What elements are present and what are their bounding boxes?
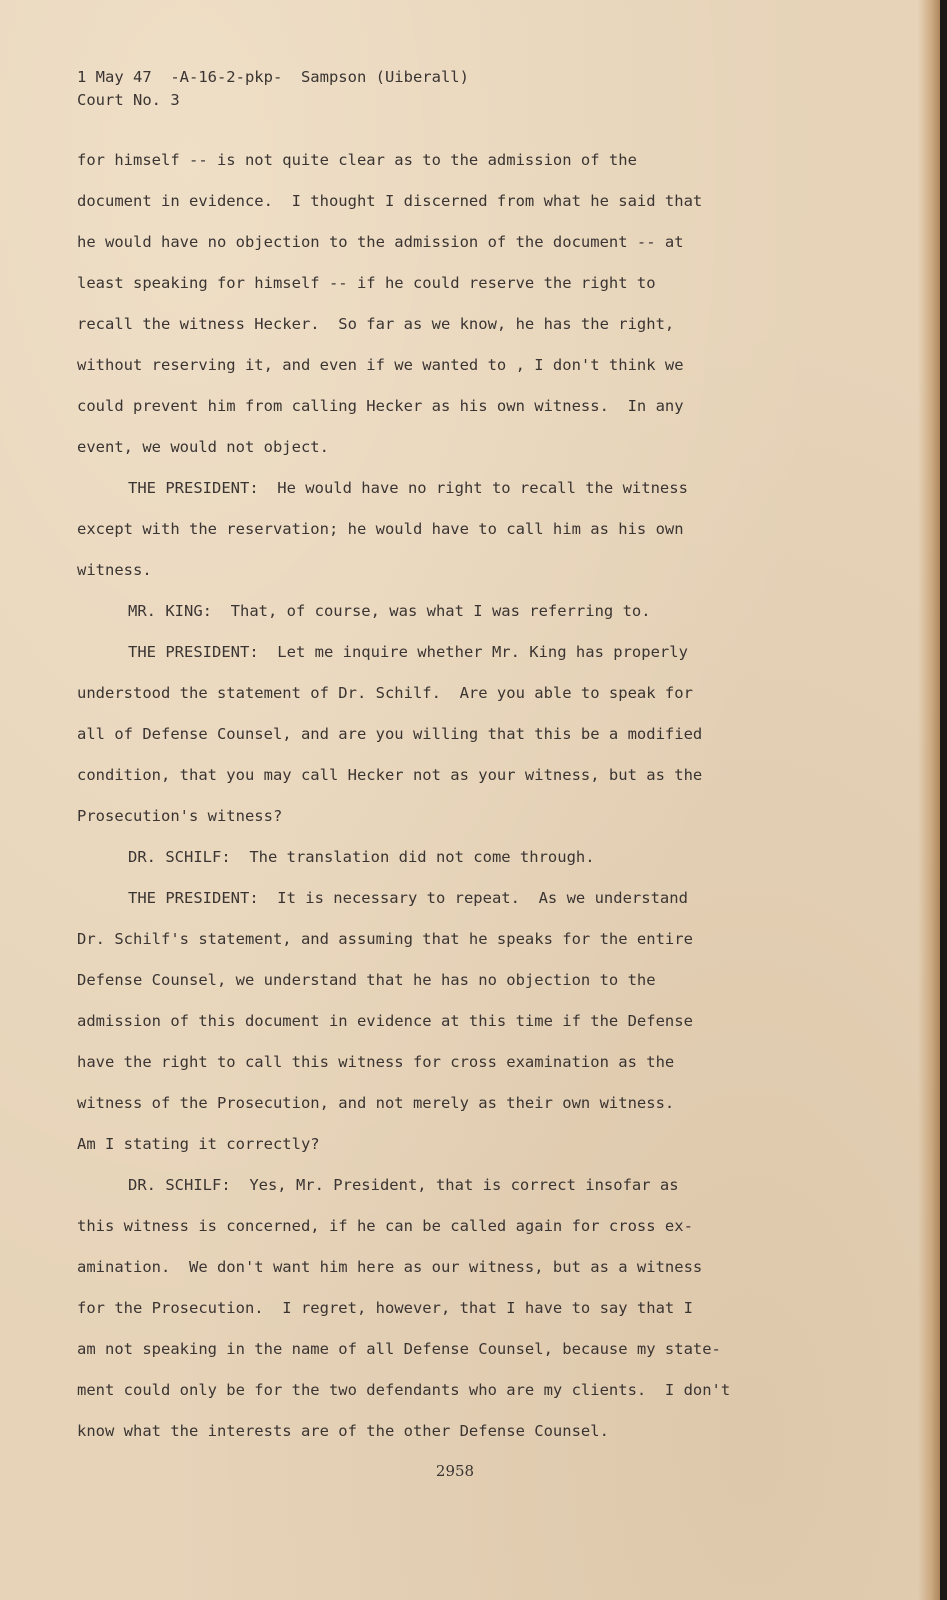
text-line: this witness is concerned, if he can be called again for cross ex- — [77, 1217, 693, 1235]
page-edge-shading — [918, 0, 940, 1600]
text-line: amination. We don't want him here as our witness, but as a witness — [77, 1258, 703, 1276]
text-line: recall the witness Hecker. So far as we know, he has the right, — [77, 315, 675, 333]
text-line: without reserving it, and even if we wanted to , I don't think we — [77, 356, 684, 374]
text-line: Am I stating it correctly? — [77, 1135, 320, 1153]
text-line: understood the statement of Dr. Schilf. Are you able to speak for — [77, 684, 693, 702]
speaker-line-king: MR. KING: That, of course, was what I was referring to. — [128, 602, 651, 620]
page-number: 2958 — [435, 1462, 475, 1480]
page-header — [77, 66, 469, 112]
text-line: for himself -- is not quite clear as to the admission of the — [77, 151, 637, 169]
text-line: he would have no objection to the admission of the document -- at — [77, 233, 684, 251]
speaker-line-president: THE PRESIDENT: It is necessary to repeat. As we understand — [128, 889, 688, 907]
scan-border — [940, 0, 947, 1600]
transcript-body — [77, 148, 877, 1460]
text-line: all of Defense Counsel, and are you willing that this be a modified — [77, 725, 703, 743]
text-line: admission of this document in evidence at this time if the Defense — [77, 1012, 693, 1030]
text-line: could prevent him from calling Hecker as his own witness. In any — [77, 397, 684, 415]
text-line: ment could only be for the two defendants who are my clients. I don't — [77, 1381, 731, 1399]
header-session-info: 1 May 47 -A-16-2-pkp- Sampson (Uiberall) — [77, 68, 469, 86]
text-line: am not speaking in the name of all Defense Counsel, because my state- — [77, 1340, 721, 1358]
text-line: know what the interests are of the other Defense Counsel. — [77, 1422, 609, 1440]
speaker-line-schilf: DR. SCHILF: The translation did not come through. — [128, 848, 595, 866]
text-line: Defense Counsel, we understand that he has no objection to the — [77, 971, 656, 989]
speaker-line-schilf: DR. SCHILF: Yes, Mr. President, that is correct insofar as — [128, 1176, 679, 1194]
text-line: witness of the Prosecution, and not merely as their own witness. — [77, 1094, 675, 1112]
speaker-line-president: THE PRESIDENT: Let me inquire whether Mr. King has properly — [128, 643, 688, 661]
text-line: Dr. Schilf's statement, and assuming that he speaks for the entire — [77, 930, 693, 948]
text-line: document in evidence. I thought I discerned from what he said that — [77, 192, 703, 210]
speaker-line-president: THE PRESIDENT: He would have no right to recall the witness — [128, 479, 688, 497]
text-line: except with the reservation; he would have to call him as his own — [77, 520, 684, 538]
text-line: witness. — [77, 561, 152, 579]
text-line: Prosecution's witness? — [77, 807, 283, 825]
text-line: condition, that you may call Hecker not as your witness, but as the — [77, 766, 703, 784]
header-court-number: Court No. 3 — [77, 91, 180, 109]
text-line: for the Prosecution. I regret, however, that I have to say that I — [77, 1299, 693, 1317]
text-line: have the right to call this witness for cross examination as the — [77, 1053, 675, 1071]
text-line: event, we would not object. — [77, 438, 329, 456]
text-line: least speaking for himself -- if he could reserve the right to — [77, 274, 656, 292]
